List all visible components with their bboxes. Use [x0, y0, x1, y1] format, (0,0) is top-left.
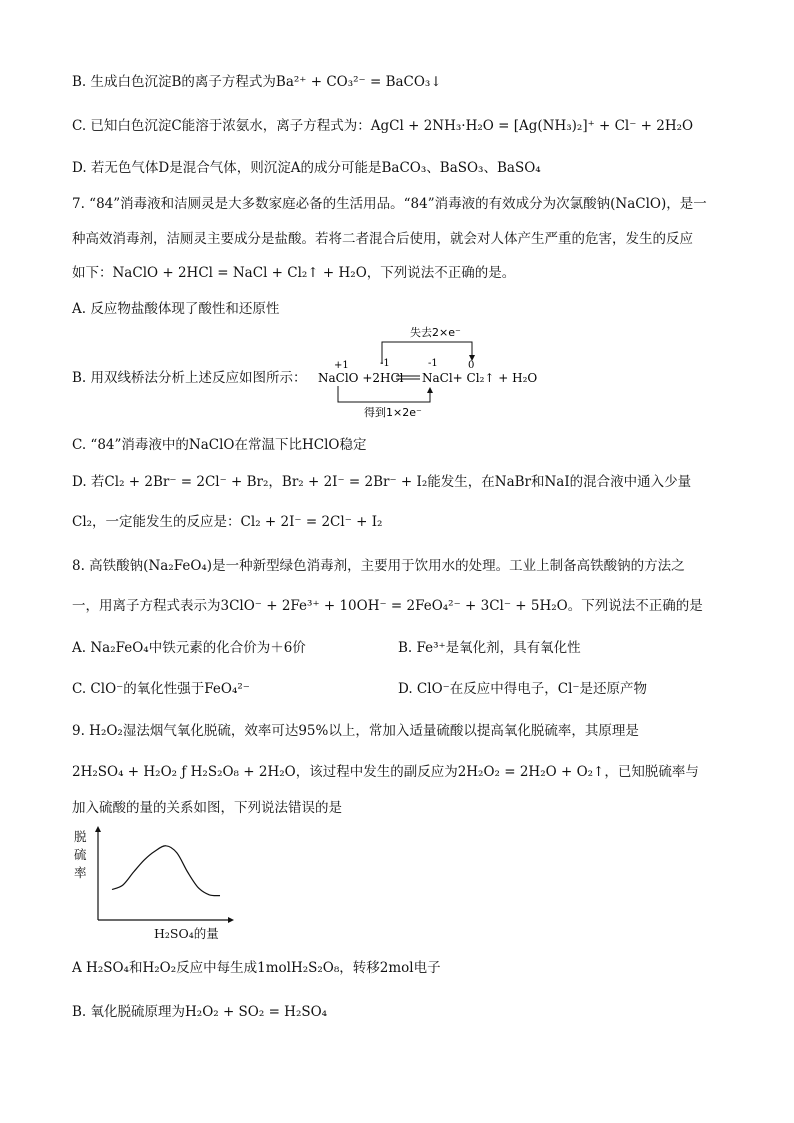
q7-option-a: A. 反应物盐酸体现了酸性和还原性: [72, 301, 280, 317]
q8-stem-line1: 8. 高铁酸钠(Na₂FeO₄)是一种新型绿色消毒剂，主要用于饮用水的处理。工业上制备高铁酸钠的方法之: [72, 558, 685, 574]
q9-option-a: A H₂SO₄和H₂O₂反应中每生成1molH₂S₂O₈，转移2mol电子: [72, 960, 441, 976]
q7-option-b-text: B. 用双线桥法分析上述反应如图所示：: [72, 370, 307, 386]
q6-option-b: B. 生成白色沉淀B的离子方程式为Ba²⁺ + CO₃²⁻ = BaCO₃↓: [72, 74, 442, 90]
q7-option-c: C. “84”消毒液中的NaClO在常温下比HClO稳定: [72, 437, 367, 453]
chart-x-axis-arrow: [228, 917, 234, 923]
q9-option-b: B. 氧化脱硫原理为H₂O₂ + SO₂ = H₂SO₄: [72, 1004, 328, 1020]
gain-electrons-label: 得到1×2e⁻: [364, 406, 422, 419]
double-bridge-diagram: [310, 322, 540, 420]
q7-stem-line3: 如下：NaClO + 2HCl = NaCl + Cl₂↑ + H₂O，下列说法不正确的是。: [72, 265, 516, 281]
q8-option-d: D. ClO⁻在反应中得电子，Cl⁻是还原产物: [398, 681, 648, 697]
q8-option-c: C. ClO⁻的氧化性强于FeO₄²⁻: [72, 681, 250, 697]
ox-state-minus1-a: -1: [380, 358, 390, 369]
ox-state-plus1: +1: [334, 360, 349, 371]
lower-bridge-arrow: [427, 387, 433, 393]
q7-option-d-line1: D. 若Cl₂ + 2Br⁻ = 2Cl⁻ + Br₂，Br₂ + 2I⁻ = 2Br⁻ + I₂能发生，在NaBr和NaI的混合液中通入少量: [72, 474, 692, 490]
equation-right: NaCl+ Cl₂↑ + H₂O: [422, 371, 538, 385]
equation-left: NaClO +2HCl: [318, 371, 404, 385]
q7-option-d-line2: Cl₂，一定能发生的反应是：Cl₂ + 2I⁻ = 2Cl⁻ + I₂: [72, 514, 383, 530]
q6-option-d: D. 若无色气体D是混合气体，则沉淀A的成分可能是BaCO₃、BaSO₃、BaSO₄: [72, 160, 541, 176]
q6-option-c: C. 已知白色沉淀C能溶于浓氨水，离子方程式为：AgCl + 2NH₃·H₂O = [Ag(NH₃)₂]⁺ + Cl⁻ + 2H₂O: [72, 118, 694, 134]
chart-x-label: H₂SO₄的量: [154, 926, 219, 941]
q8-option-b: B. Fe³⁺是氧化剂，具有氧化性: [398, 640, 581, 656]
lose-electrons-label: 失去2×e⁻: [410, 326, 461, 339]
chart-plot: [90, 826, 240, 926]
q9-stem-line2: 2H₂SO₄ + H₂O₂ ƒ H₂S₂O₈ + 2H₂O，该过程中发生的副反应为2H₂O₂ = 2H₂O + O₂↑，已知脱硫率与: [72, 764, 699, 780]
q7-stem-line1: 7. “84”消毒液和洁厕灵是大多数家庭必备的生活用品。“84”消毒液的有效成分为次氯酸钠(NaClO)，是一: [72, 196, 707, 212]
chart-y-axis-arrow: [95, 826, 101, 832]
q7-stem-line2: 种高效消毒剂，洁厕灵主要成分是盐酸。若将二者混合后使用，就会对人体产生严重的危害，发生的反应: [72, 231, 693, 247]
chart-y-label: 脱硫率: [74, 829, 87, 880]
q9-stem-line1: 9. H₂O₂湿法烟气氧化脱硫，效率可达95%以上，常加入适量硫酸以提高氧化脱硫率，其原理是: [72, 723, 639, 739]
q9-stem-line3: 加入硫酸的量的关系如图，下列说法错误的是: [72, 800, 342, 816]
q8-option-a: A. Na₂FeO₄中铁元素的化合价为＋6价: [72, 640, 306, 656]
ox-state-zero: 0: [468, 360, 475, 371]
lower-bridge-line: [338, 386, 430, 402]
q8-stem-line2: 一，用离子方程式表示为3ClO⁻ + 2Fe³⁺ + 10OH⁻ = 2FeO₄²⁻ + 3Cl⁻ + 5H₂O。下列说法不正确的是: [72, 598, 703, 614]
upper-bridge-line: [382, 342, 472, 364]
ox-state-minus1-b: -1: [428, 358, 438, 369]
desulfurization-curve: [112, 846, 220, 896]
